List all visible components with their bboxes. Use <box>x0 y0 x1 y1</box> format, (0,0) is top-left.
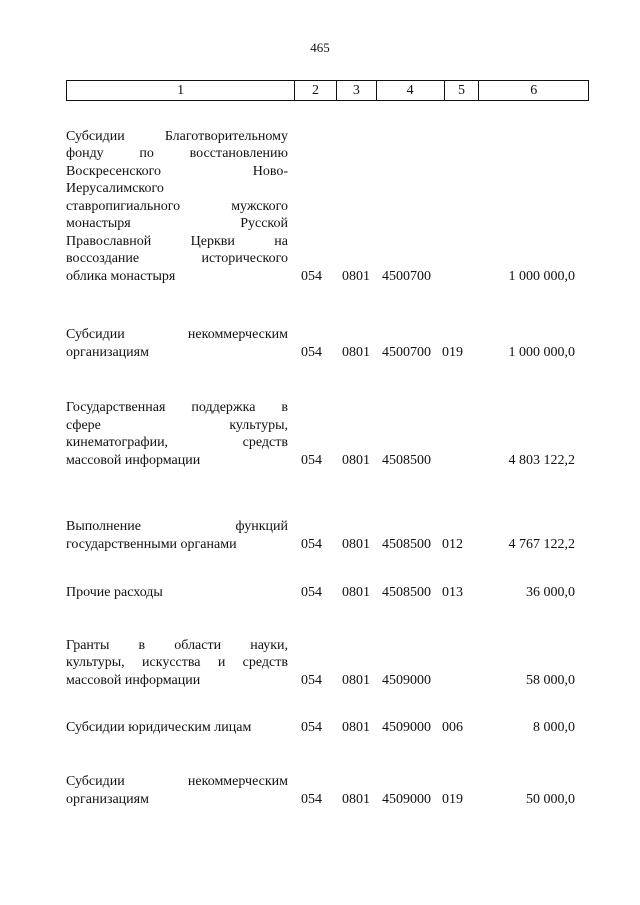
description-line: государственными органами <box>66 536 237 552</box>
description-line: Субсидии юридическим лицам <box>66 719 252 735</box>
cell-col-3: 0801 <box>342 536 370 552</box>
description-line: облика монастыря <box>66 268 176 284</box>
description-line: сфере культуры, <box>66 417 288 433</box>
description-line: организациям <box>66 791 149 807</box>
cell-col-3: 0801 <box>342 452 370 468</box>
cell-col-3: 0801 <box>342 344 370 360</box>
cell-col-4: 4509000 <box>382 719 431 735</box>
cell-col-6: 4 803 122,2 <box>508 452 575 468</box>
header-col-6: 6 <box>530 83 538 98</box>
description-line: культуры, искусства и средств <box>66 655 288 670</box>
cell-col-2: 054 <box>301 584 322 600</box>
description-line: фонду по восстановлению <box>66 146 288 161</box>
header-col-4: 4 <box>377 81 445 100</box>
description-line: монастыря Русской <box>66 216 288 231</box>
budget-table <box>66 80 589 807</box>
cell-col-4: 4500700 <box>382 268 431 284</box>
cell-col-3: 0801 <box>342 672 370 688</box>
cell-col-2: 054 <box>301 672 322 688</box>
cell-col-4: 4500700 <box>382 344 431 360</box>
description-line: Воскресенского Ново- <box>66 163 288 179</box>
header-col-2: 2 <box>295 81 337 100</box>
description-line: ставропигиального мужского <box>66 198 288 214</box>
description-line: Гранты в области науки, <box>66 637 288 653</box>
cell-col-5: 012 <box>442 536 463 552</box>
description-line: Субсидии Благотворительному <box>66 128 288 144</box>
description-line: Иерусалимского <box>66 181 164 196</box>
cell-col-2: 054 <box>301 719 322 735</box>
description-line: воссоздание исторического <box>66 251 288 266</box>
table-row <box>66 80 589 808</box>
header-col-5: 5 <box>445 81 480 100</box>
cell-col-5: 019 <box>442 344 463 360</box>
cell-col-6: 8 000,0 <box>533 719 575 735</box>
cell-col-6: 1 000 000,0 <box>508 344 575 360</box>
cell-col-5: 013 <box>442 584 463 600</box>
cell-col-4: 4508500 <box>382 536 431 552</box>
cell-col-3: 0801 <box>342 791 370 807</box>
cell-col-4: 4508500 <box>382 452 431 468</box>
description-line: Государственная поддержка в <box>66 400 288 415</box>
cell-col-2: 054 <box>301 536 322 552</box>
cell-col-2: 054 <box>301 268 322 284</box>
cell-col-6: 1 000 000,0 <box>508 268 575 284</box>
description-line: массовой информации <box>66 672 201 688</box>
cell-col-6: 4 767 122,2 <box>508 536 575 552</box>
header-col-1: 1 <box>67 81 295 100</box>
cell-col-5: 006 <box>442 719 463 735</box>
cell-col-4: 4509000 <box>382 672 431 688</box>
header-col-3: 3 <box>337 81 377 100</box>
cell-col-4: 4509000 <box>382 791 431 807</box>
cell-col-6: 58 000,0 <box>526 672 575 688</box>
description-line: Субсидии некоммерческим <box>66 774 288 789</box>
cell-col-2: 054 <box>301 344 322 360</box>
cell-col-2: 054 <box>301 791 322 807</box>
cell-col-5: 019 <box>442 791 463 807</box>
cell-col-6: 36 000,0 <box>526 584 575 600</box>
description-line: кинематографии, средств <box>66 435 288 450</box>
description-line: массовой информации <box>66 452 201 468</box>
cell-col-3: 0801 <box>342 268 370 284</box>
description-line: организациям <box>66 344 149 360</box>
description-line: Православной Церкви на <box>66 233 288 249</box>
description-line: Субсидии некоммерческим <box>66 327 288 342</box>
description-line: Прочие расходы <box>66 584 163 600</box>
page-number: 465 <box>310 40 330 55</box>
cell-col-4: 4508500 <box>382 584 431 600</box>
cell-col-3: 0801 <box>342 719 370 735</box>
cell-col-6: 50 000,0 <box>526 791 575 807</box>
cell-col-3: 0801 <box>342 584 370 600</box>
description-line: Выполнение функций <box>66 519 288 534</box>
cell-col-2: 054 <box>301 452 322 468</box>
row-description <box>66 773 288 808</box>
